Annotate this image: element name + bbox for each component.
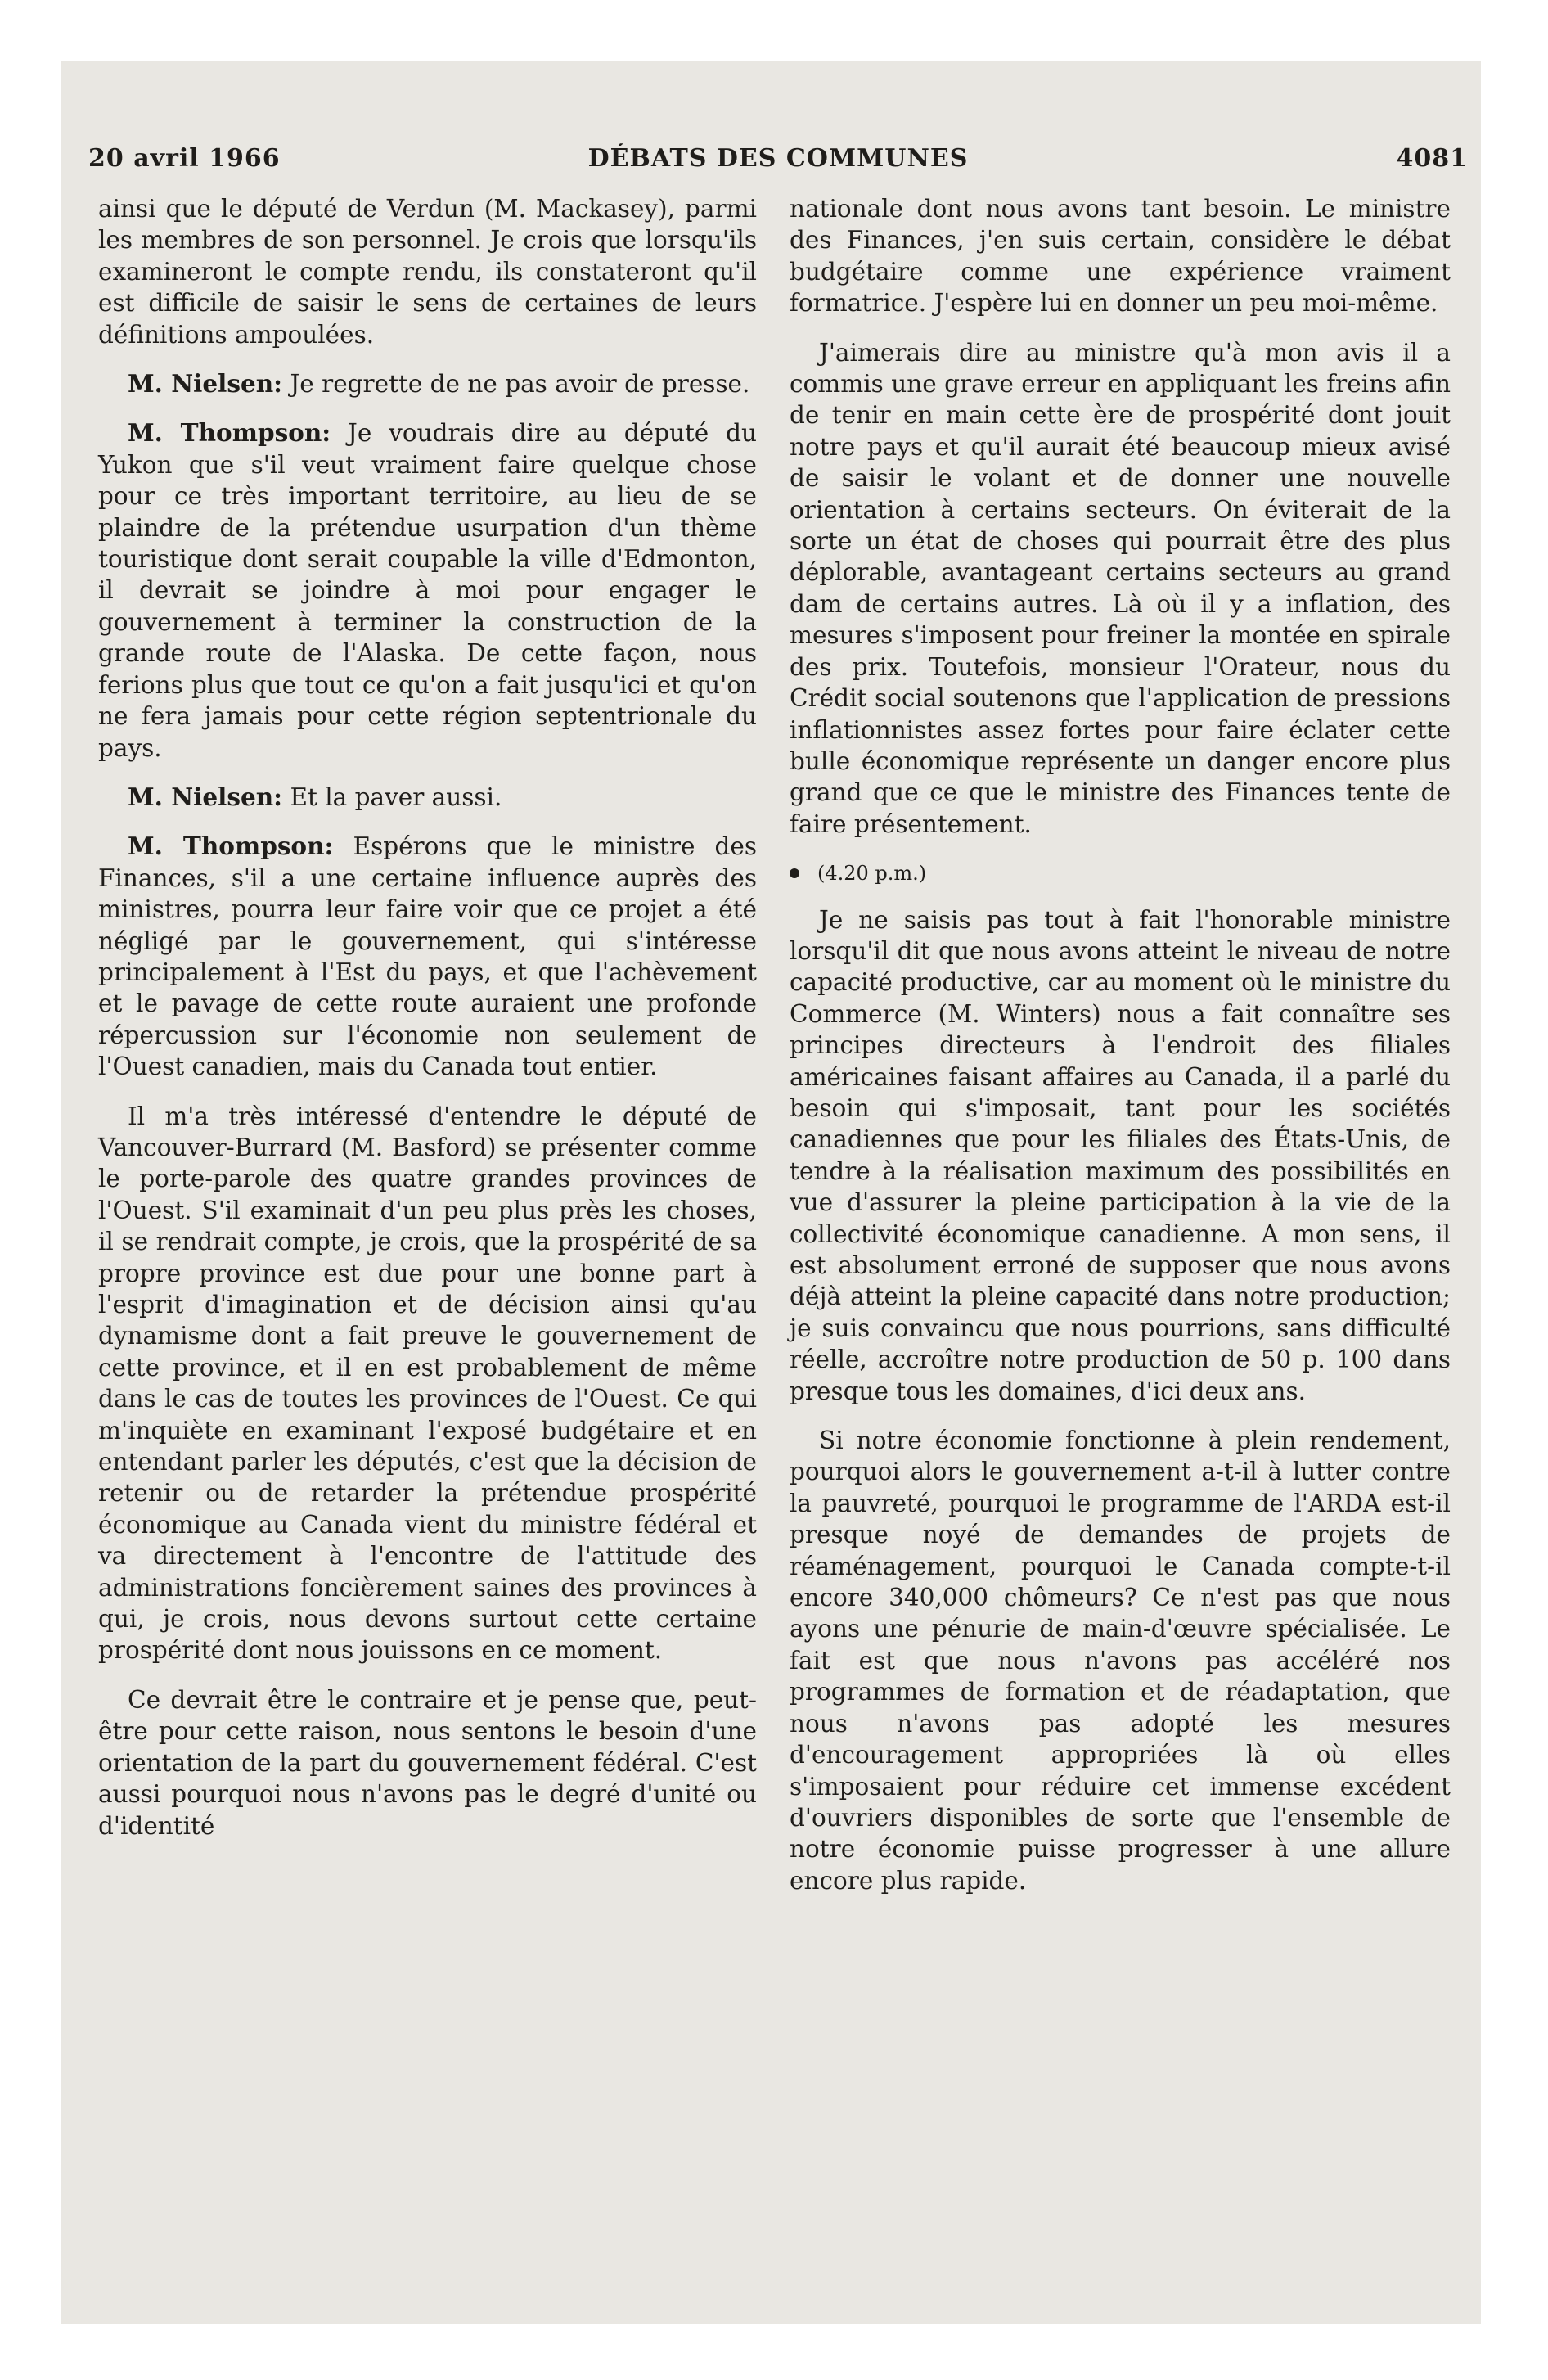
speaker-name: M. Thompson:	[128, 418, 331, 448]
speech-text: Je voudrais dire au député du Yukon que s'il veut vraiment faire quelque chose pour ce très important territoire, au lieu de se plaindre de la prétendue usurpation d'un thème touristique dont serait coupable la ville d'Edmonton, il devrait se joindre à moi pour engager le gouvernement à terminer la construction de la grande route de l'Alaska. De cette façon, nous ferions plus que tout ce qu'on a fait jusqu'ici et qu'on ne fera jamais pour cette région septentrionale du pays.	[98, 419, 757, 762]
page-number: 4081	[1396, 144, 1468, 173]
speaker-name: M. Thompson:	[128, 832, 334, 861]
speech-paragraph	[98, 368, 757, 399]
speech-paragraph	[98, 417, 757, 763]
speech-paragraph	[98, 831, 757, 1082]
header-title: DÉBATS DES COMMUNES	[587, 144, 969, 173]
paragraph: nationale dont nous avons tant besoin. Le ministre des Finances, j'en suis certain, considère le débat budgétaire comme une expérience vraiment formatrice. J'espère lui en donner un peu moi-même.	[790, 195, 1451, 318]
header-date: 20 avril 1966	[88, 144, 281, 173]
right-column	[790, 193, 1451, 1914]
paragraph: Ce devrait être le contraire et je pense que, peut-être pour cette raison, nous sentons le besoin d'une orientation de la part du gouvernement fédéral. C'est aussi pourquoi nous n'avons pas le degré d'unité ou d'identité	[98, 1685, 757, 1840]
paragraph: J'aimerais dire au ministre qu'à mon avis il a commis une grave erreur en appliquant les freins afin de tenir en main cette ère de prospérité dont jouit notre pays et qu'il aurait été beaucoup mieux avisé de saisir le volant et de donner une nouvelle orientation à certains secteurs. On éviterait de la sorte un état de choses qui pourrait être des plus déplorable, avantageant certains secteurs au grand dam de certains autres. Là où il y a inflation, des mesures s'imposent pour freiner la montée en spirale des prix. Toutefois, monsieur l'Orateur, nous du Crédit social soutenons que l'application de pressions inflationnistes assez fortes pour faire éclater cette bulle économique représente un danger encore plus grand que ce que le ministre des Finances tente de faire présentement.	[790, 338, 1451, 838]
speaker-name: M. Nielsen:	[128, 369, 283, 399]
bullet-icon	[790, 868, 799, 878]
paragraph: ainsi que le député de Verdun (M. Mackasey), parmi les membres de son personnel. Je crois que lorsqu'ils examineront le compte rendu, ils constateront qu'il est difficile de saisir le sens de certaines de leurs définitions ampoulées.	[98, 195, 757, 349]
speech-text: Et la paver aussi.	[282, 782, 502, 811]
paragraph: Il m'a très intéressé d'entendre le député de Vancouver-Burrard (M. Basford) se présenter comme le porte-parole des quatre grandes provinces de l'Ouest. S'il examinait d'un peu plus près les choses, il se rendrait compte, je crois, que la prospérité de sa propre province est due pour une bonne part à l'esprit d'imagination et de décision ainsi qu'au dynamisme dont a fait preuve le gouvernement de cette province, et il en est probablement de même dans le cas de toutes les provinces de l'Ouest. Ce qui m'inquiète en examinant l'exposé budgétaire et en entendant parler les députés, c'est que la décision de retenir ou de retarder la prétendue prospérité économique au Canada vient du ministre fédéral et va directement à l'encontre de l'attitude des administrations foncièrement saines des provinces à qui, je crois, nous devons surtout cette certaine prospérité dont nous jouissons en ce moment.	[98, 1102, 757, 1665]
time-text: (4.20 p.m.)	[817, 862, 927, 886]
page-header	[88, 144, 1468, 177]
left-column	[98, 193, 757, 1859]
speaker-name: M. Nielsen:	[128, 782, 283, 811]
paragraph: Je ne saisis pas tout à fait l'honorable ministre lorsqu'il dit que nous avons atteint le niveau de notre capacité productive, car au moment où le ministre du Commerce (M. Winters) nous a fait connaître ses principes directeurs à l'endroit des filiales américaines faisant affaires au Canada, il a parlé du besoin qui s'imposait, tant pour les sociétés canadiennes que pour les filiales des États-Unis, de tendre à la réalisation maximum des possibilités en vue d'assurer la pleine participation à la vie de la collectivité économique canadienne. A mon sens, il est absolument erroné de supposer que nous avons déjà atteint la pleine capacité dans notre production; je suis convaincu que nous pourrions, sans difficulté réelle, accroître notre production de 50 p. 100 dans presque tous les domaines, d'ici deux ans.	[790, 905, 1451, 1405]
speech-text: Espérons que le ministre des Finances, s'il a une certaine influence auprès des ministres, pourra leur faire voir que ce projet a été négligé par le gouvernement, qui s'intéresse principalement à l'Est du pays, et que l'achèvement et le pavage de cette route auraient une profonde répercussion sur l'économie non seulement de l'Ouest canadien, mais du Canada tout entier.	[98, 832, 757, 1081]
paragraph: Si notre économie fonctionne à plein rendement, pourquoi alors le gouvernement a-t-il à lutter contre la pauvreté, pourquoi le programme de l'ARDA est-il presque noyé de demandes de projets de réaménagement, pourquoi le Canada compte-t-il encore 340,000 chômeurs? Ce n'est pas que nous ayons une pénurie de main-d'œuvre spécialisée. Le fait est que nous n'avons pas accéléré nos programmes de formation et de réadaptation, que nous n'avons pas adopté les mesures d'encouragement appropriées là où elles s'imposaient pour réduire cet immense excédent d'ouvriers disponibles de sorte que l'ensemble de notre économie puisse progresser à une allure encore plus rapide.	[790, 1427, 1451, 1895]
time-marker	[790, 858, 1451, 889]
speech-text: Je regrette de ne pas avoir de presse.	[282, 370, 750, 399]
speech-paragraph	[98, 782, 757, 813]
